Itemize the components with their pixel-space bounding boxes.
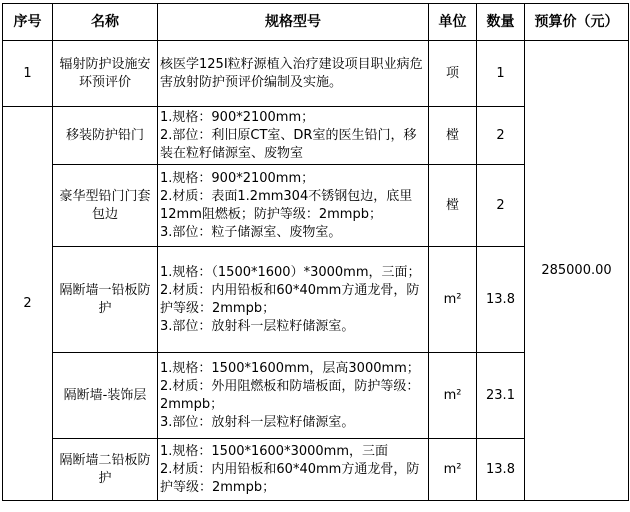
table-header-row: [3, 4, 629, 41]
cell-qty: 1: [477, 41, 525, 107]
cell-name: 隔断墙一铅板防护: [53, 247, 158, 353]
header-spec: 规格型号: [158, 4, 429, 41]
cell-budget-total: 285000.00: [525, 41, 629, 501]
header-budget: 预算价（元）: [525, 4, 629, 41]
header-qty: 数量: [477, 4, 525, 41]
cell-seq: 2: [3, 107, 53, 501]
cell-qty: 13.8: [477, 247, 525, 353]
cell-qty: 13.8: [477, 439, 525, 501]
cell-name: 隔断墙二铅板防护: [53, 439, 158, 501]
cell-unit: 樘: [429, 165, 477, 247]
cell-spec: 1.规格：（1500*1600）*3000mm，三面； 2.材质：内用铅板和60*40mm方通龙骨，防护等级：2mmpb； 3.部位：放射科一层粒籽储源室。: [158, 247, 429, 353]
cell-spec: 1.规格：1500*1600mm，层高3000mm； 2.材质：外用阻燃板和防墙板面，防护等级：2mmpb； 3.部位：放射科一层粒籽储源室。: [158, 353, 429, 439]
cell-spec: 1.规格：1500*1600*3000mm，三面 2.材质：内用铅板和60*40mm方通龙骨，防护等级：2mmpb；: [158, 439, 429, 501]
cell-name: 隔断墙-装饰层: [53, 353, 158, 439]
cell-unit: 项: [429, 41, 477, 107]
cell-unit: 樘: [429, 107, 477, 165]
header-name: 名称: [53, 4, 158, 41]
budget-table: [2, 3, 629, 501]
cell-spec: 1.规格：900*2100mm； 2.部位：利旧原CT室、DR室的医生铅门，移装在粒籽储源室、废物室: [158, 107, 429, 165]
cell-spec: 核医学125I粒籽源植入治疗建设项目职业病危害放射防护预评价编制及实施。: [158, 41, 429, 107]
cell-qty: 2: [477, 165, 525, 247]
cell-name: 豪华型铅门门套包边: [53, 165, 158, 247]
cell-name: 辐射防护设施安环预评价: [53, 41, 158, 107]
table-row: [3, 41, 629, 107]
cell-qty: 23.1: [477, 353, 525, 439]
cell-seq: 1: [3, 41, 53, 107]
cell-unit: m²: [429, 439, 477, 501]
cell-qty: 2: [477, 107, 525, 165]
cell-name: 移装防护铅门: [53, 107, 158, 165]
header-seq: 序号: [3, 4, 53, 41]
cell-unit: m²: [429, 247, 477, 353]
cell-unit: m²: [429, 353, 477, 439]
cell-spec: 1.规格：900*2100mm； 2.材质：表面1.2mm304不锈钢包边，底里12mm阻燃板；防护等级：2mmpb； 3.部位：粒子储源室、废物室。: [158, 165, 429, 247]
header-unit: 单位: [429, 4, 477, 41]
